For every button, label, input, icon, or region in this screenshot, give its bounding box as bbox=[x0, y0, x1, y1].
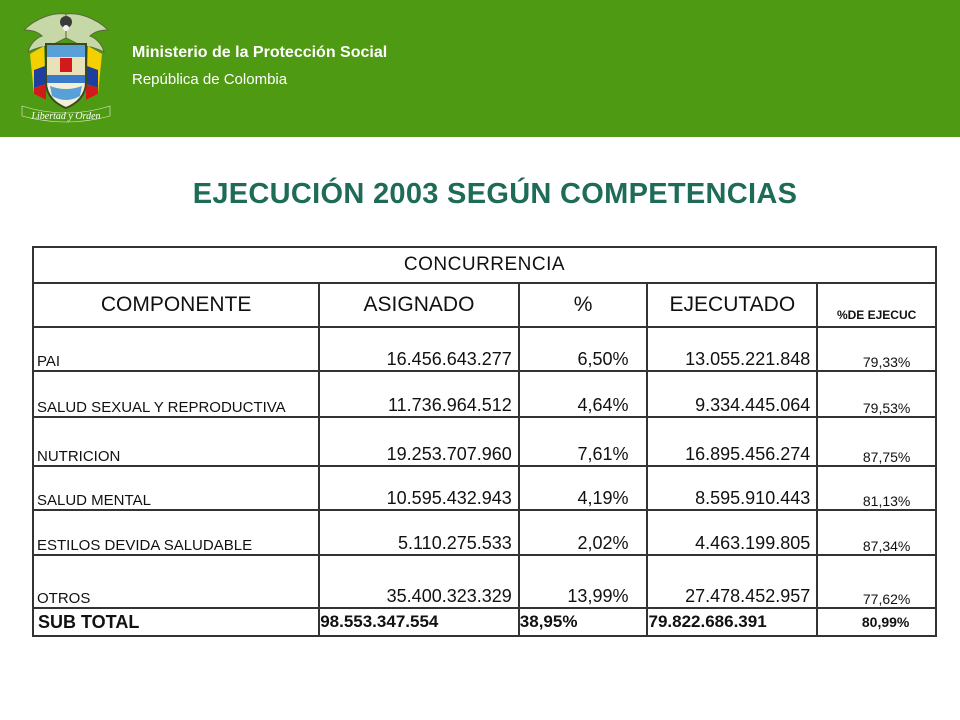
total-asignado: 98.553.347.554 bbox=[319, 608, 519, 636]
cell-componente: SALUD MENTAL bbox=[33, 466, 319, 510]
table-row bbox=[33, 371, 936, 417]
motto-text: Libertad y Orden bbox=[31, 111, 101, 122]
cell-componente: PAI bbox=[33, 327, 319, 371]
cell-pct-ejecucion: 79,33% bbox=[817, 327, 936, 371]
cell-pct-ejecucion: 77,62% bbox=[817, 555, 936, 608]
cell-ejecutado: 16.895.456.274 bbox=[647, 417, 817, 466]
col-header-pct-ejecucion: %DE EJECUC bbox=[817, 283, 936, 327]
cell-pct: 2,02% bbox=[519, 510, 648, 555]
table-caption: CONCURRENCIA bbox=[33, 247, 936, 283]
cell-asignado: 35.400.323.329 bbox=[319, 555, 519, 608]
table-row bbox=[33, 466, 936, 510]
cell-asignado: 10.595.432.943 bbox=[319, 466, 519, 510]
col-header-ejecutado: EJECUTADO bbox=[647, 283, 817, 327]
table-row bbox=[33, 510, 936, 555]
total-ejecutado: 79.822.686.391 bbox=[647, 608, 817, 636]
table-row bbox=[33, 555, 936, 608]
cell-pct: 7,61% bbox=[519, 417, 648, 466]
cell-ejecutado: 9.334.445.064 bbox=[647, 371, 817, 417]
table-row bbox=[33, 327, 936, 371]
total-pct: 38,95% bbox=[519, 608, 648, 636]
cell-asignado: 19.253.707.960 bbox=[319, 417, 519, 466]
cell-pct-ejecucion: 79,53% bbox=[817, 371, 936, 417]
cell-pct: 13,99% bbox=[519, 555, 648, 608]
col-header-pct: % bbox=[519, 283, 648, 327]
cell-pct: 4,64% bbox=[519, 371, 648, 417]
cell-componente: SALUD SEXUAL Y REPRODUCTIVA bbox=[33, 371, 319, 417]
ministry-name: Ministerio de la Protección Social bbox=[132, 44, 388, 61]
cell-componente: OTROS bbox=[33, 555, 319, 608]
total-pct-ejecucion: 80,99% bbox=[817, 608, 936, 636]
cell-pct: 4,19% bbox=[519, 466, 648, 510]
cell-componente: NUTRICION bbox=[33, 417, 319, 466]
cell-ejecutado: 13.055.221.848 bbox=[647, 327, 817, 371]
total-label: SUB TOTAL bbox=[33, 608, 319, 636]
table-total-row bbox=[33, 608, 936, 636]
cell-pct-ejecucion: 81,13% bbox=[817, 466, 936, 510]
cell-pct-ejecucion: 87,34% bbox=[817, 510, 936, 555]
col-header-asignado: ASIGNADO bbox=[319, 283, 519, 327]
cell-ejecutado: 8.595.910.443 bbox=[647, 466, 817, 510]
cell-asignado: 11.736.964.512 bbox=[319, 371, 519, 417]
table-row bbox=[33, 417, 936, 466]
table-caption-row bbox=[33, 247, 936, 283]
cell-pct-ejecucion: 87,75% bbox=[817, 417, 936, 466]
concurrencia-table bbox=[32, 246, 937, 637]
table-header-row bbox=[33, 283, 936, 327]
cell-asignado: 16.456.643.277 bbox=[319, 327, 519, 371]
page-title: EJECUCIÓN 2003 SEGÚN COMPETENCIAS bbox=[192, 178, 798, 210]
cell-pct: 6,50% bbox=[519, 327, 648, 371]
col-header-componente: COMPONENTE bbox=[33, 283, 319, 327]
cell-componente: ESTILOS DEVIDA SALUDABLE bbox=[33, 510, 319, 555]
header-bar bbox=[0, 0, 960, 137]
colombia-coat-of-arms-icon bbox=[14, 8, 118, 130]
republic-name: República de Colombia bbox=[132, 71, 288, 88]
cell-ejecutado: 4.463.199.805 bbox=[647, 510, 817, 555]
cell-ejecutado: 27.478.452.957 bbox=[647, 555, 817, 608]
cell-asignado: 5.110.275.533 bbox=[319, 510, 519, 555]
